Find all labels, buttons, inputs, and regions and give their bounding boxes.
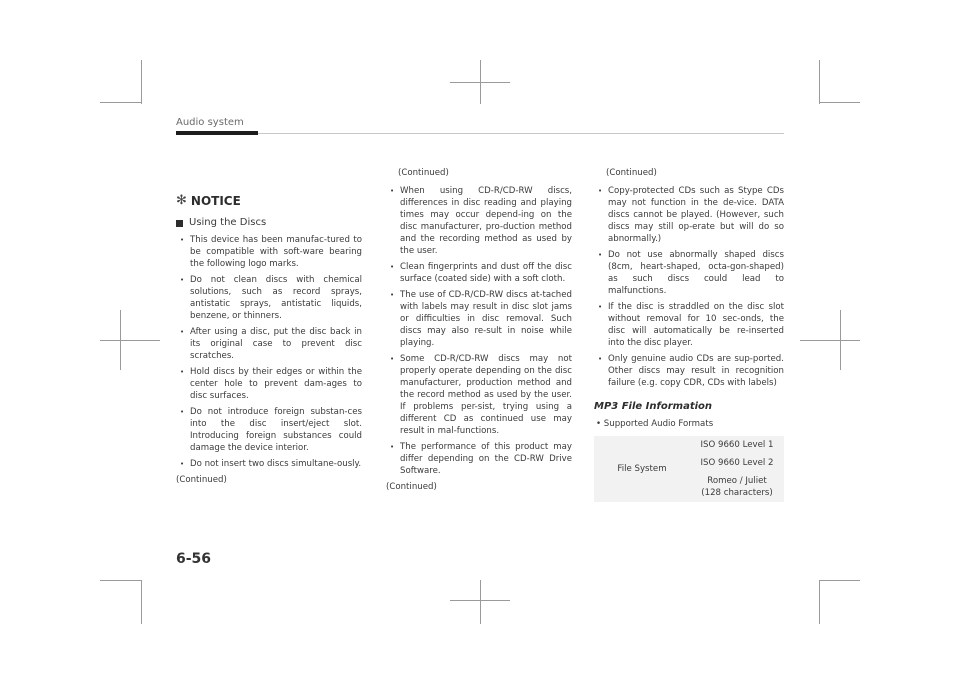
list-item: • This device has been manufac-tured to be compatible with soft-ware bearing the following logo marks. — [176, 234, 362, 270]
header-rule-accent — [176, 131, 258, 135]
list-item: • The performance of this product may differ depending on the CD-RW Drive Software. — [386, 441, 572, 477]
file-system-table — [594, 436, 784, 502]
supported-formats-label: • Supported Audio Formats — [596, 419, 714, 429]
crop-mark — [141, 60, 142, 104]
list-item: • The use of CD-R/CD-RW discs at-tached with labels may result in disc slot jams or difficulties in disc removal. Such discs may also re-sult in noise while playing. — [386, 289, 572, 349]
column-1 — [176, 195, 362, 486]
list-item: • Do not clean discs with chemical solutions, such as record sprays, antistatic sprays, antistatic liquids, benzene, or thinners. — [176, 274, 362, 322]
crop-mark — [819, 102, 860, 103]
list-item: • If the disc is straddled on the disc slot without removal for 10 sec-onds, the disc will automatically be re-inserted into the disc player. — [594, 301, 784, 349]
section-title: MP3 File Information — [594, 401, 713, 412]
list-item: • Copy-protected CDs such as Stype CDs may not function in the de-vice. DATA discs cannot be played. (However, such discs may still op-erate but will do so abnormally.) — [594, 185, 784, 245]
header-rule — [258, 133, 784, 134]
list-item: • Only genuine audio CDs are sup-ported. Other discs may result in recognition failure (e.g. copy CDR, CDs with labels) — [594, 353, 784, 389]
continued-label: (Continued) — [386, 482, 437, 492]
crop-mark — [480, 580, 481, 624]
list-item: • Hold discs by their edges or within the center hole to prevent dam-ages to disc surfaces. — [176, 366, 362, 402]
crop-mark — [141, 580, 142, 624]
notice-list-1 — [176, 234, 362, 470]
crop-mark — [819, 580, 860, 581]
crop-mark — [450, 600, 510, 601]
column-2 — [386, 167, 572, 493]
continued-label: (Continued) — [398, 168, 449, 178]
crop-mark — [819, 60, 820, 104]
crop-mark — [100, 102, 141, 103]
subheading — [176, 217, 362, 229]
list-item: • Do not insert two discs simultane-ously. — [176, 458, 362, 470]
table-cell: ISO 9660 Level 1 — [700, 440, 774, 450]
notice-list-3 — [594, 185, 784, 389]
notice-title: NOTICE — [190, 194, 241, 208]
table-cell: Romeo / Juliet (128 characters) — [701, 476, 773, 498]
table-cell: ISO 9660 Level 2 — [700, 458, 774, 468]
crop-mark — [100, 340, 160, 341]
notice-list-2 — [386, 185, 572, 477]
continued-label: (Continued) — [606, 168, 657, 178]
column-3 — [594, 167, 784, 502]
continued-label: (Continued) — [176, 475, 227, 485]
table-cell: File System — [617, 464, 667, 474]
crop-mark — [450, 82, 510, 83]
page-number: 6-56 — [176, 551, 212, 567]
crop-mark — [100, 580, 141, 581]
square-bullet-icon — [176, 220, 183, 227]
list-item: • When using CD-R/CD-RW discs, differences in disc reading and playing times may occur depend-ing on the disc manufacturer, pro-duction method and the recording method as used by the user. — [386, 185, 572, 257]
list-item: • After using a disc, put the disc back in its original case to prevent disc scratches. — [176, 326, 362, 362]
table-row — [594, 436, 784, 454]
list-item: • Clean fingerprints and dust off the disc surface (coated side) with a soft cloth. — [386, 261, 572, 285]
crop-mark — [800, 340, 860, 341]
subheading-text: Using the Discs — [189, 217, 267, 228]
list-item: • Do not use abnormally shaped discs (8cm, heart-shaped, octa-gon-shaped) as such discs could lead to malfunctions. — [594, 249, 784, 297]
list-item: • Do not introduce foreign substan-ces into the disc insert/eject slot. Introducing foreign substances could damage the device interior. — [176, 406, 362, 454]
crop-mark — [819, 580, 820, 624]
snowflake-notice-icon: ✻ — [176, 193, 187, 208]
notice-heading — [176, 195, 362, 207]
list-item: • Some CD-R/CD-RW discs may not properly operate depending on the disc manufacturer, production method and the record method as used by the user. If problems per-sist, trying using a different CD as continued use may result in mal-functions. — [386, 353, 572, 437]
running-header: Audio system — [176, 117, 244, 128]
